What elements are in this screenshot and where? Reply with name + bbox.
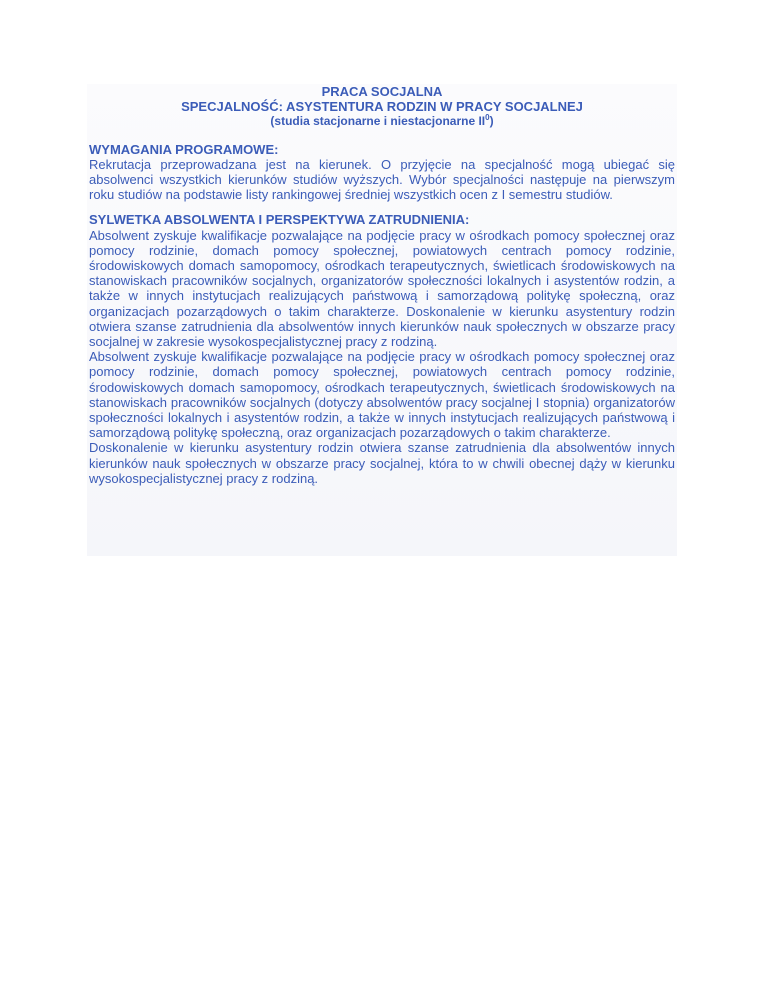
title-line-1: PRACA SOCJALNA [321, 84, 443, 99]
document-page [87, 84, 677, 556]
title-line-3 [89, 114, 675, 129]
section-heading-requirements: WYMAGANIA PROGRAMOWE: [89, 141, 279, 157]
title-line-3-suffix: ) [489, 114, 494, 129]
title-line-3-prefix: (studia stacjonarne i niestacjonarne II [270, 114, 486, 129]
title-line-2: SPECJALNOŚĆ: ASYSTENTURA RODZIN W PRACY SOCJALNEJ [181, 99, 583, 115]
requirements-paragraph: Rekrutacja przeprowadzana jest na kierunek. O przyjęcie na specjalność mogą ubiegać się absolwenci wszystkich kierunków studiów wyższych. Wybór specjalności następuje na pierwszym roku studiów na podstawie listy rankingowej średniej wszystkich ocen z I semestru studiów. [89, 156, 675, 203]
graduate-profile-paragraph-2: Absolwent zyskuje kwalifikacje pozwalające na podjęcie pracy w ośrodkach pomocy społecznej oraz pomocy rodzinie, domach pomocy społecznej, powiatowych centrach pomocy rodzinie, środowiskowych domach samopomocy, ośrodkach terapeutycznych, świetlicach środowiskowych na stanowiskach pracowników socjalnych (dotyczy absolwentów pracy socjalnej I stopnia) organizatorów społeczności lokalnych i asystentów rodzin, a także w innych instytucjach realizujących państwową i samorządową politykę społeczną, oraz organizacjach pozarządowych o takim charakterze. [89, 349, 675, 441]
title-line-3-superscript: 0 [485, 113, 490, 123]
section-heading-graduate-profile: SYLWETKA ABSOLWENTA I PERSPEKTYWA ZATRUDNIENIA: [89, 212, 470, 228]
document-content [89, 84, 675, 486]
graduate-profile-paragraph-3: Doskonalenie w kierunku asystentury rodzin otwiera szanse zatrudnienia dla absolwentów innych kierunków nauk społecznych w obszarze pracy socjalnej, która to w chwili obecnej dąży w kierunku wysokospecjalistycznej pracy z rodziną. [89, 440, 675, 486]
title-block [89, 84, 675, 130]
graduate-profile-paragraph-1: Absolwent zyskuje kwalifikacje pozwalające na podjęcie pracy w ośrodkach pomocy społecznej oraz pomocy rodzinie, domach pomocy społecznej, powiatowych centrach pomocy rodzinie, środowiskowych domach samopomocy, ośrodkach terapeutycznych, świetlicach środowiskowych na stanowiskach pracowników socjalnych, organizatorów społeczności lokalnych i asystentów rodzin, a także w innych instytucjach realizujących państwową i samorządową politykę społeczną, oraz organizacjach pozarządowych o takim charakterze. Doskonalenie w kierunku asystentury rodzin otwiera szanse zatrudnienia dla absolwentów innych kierunków nauk społecznych w obszarze pracy socjalnej w zakresie wysokospecjalistycznej pracy z rodziną. [89, 227, 675, 350]
